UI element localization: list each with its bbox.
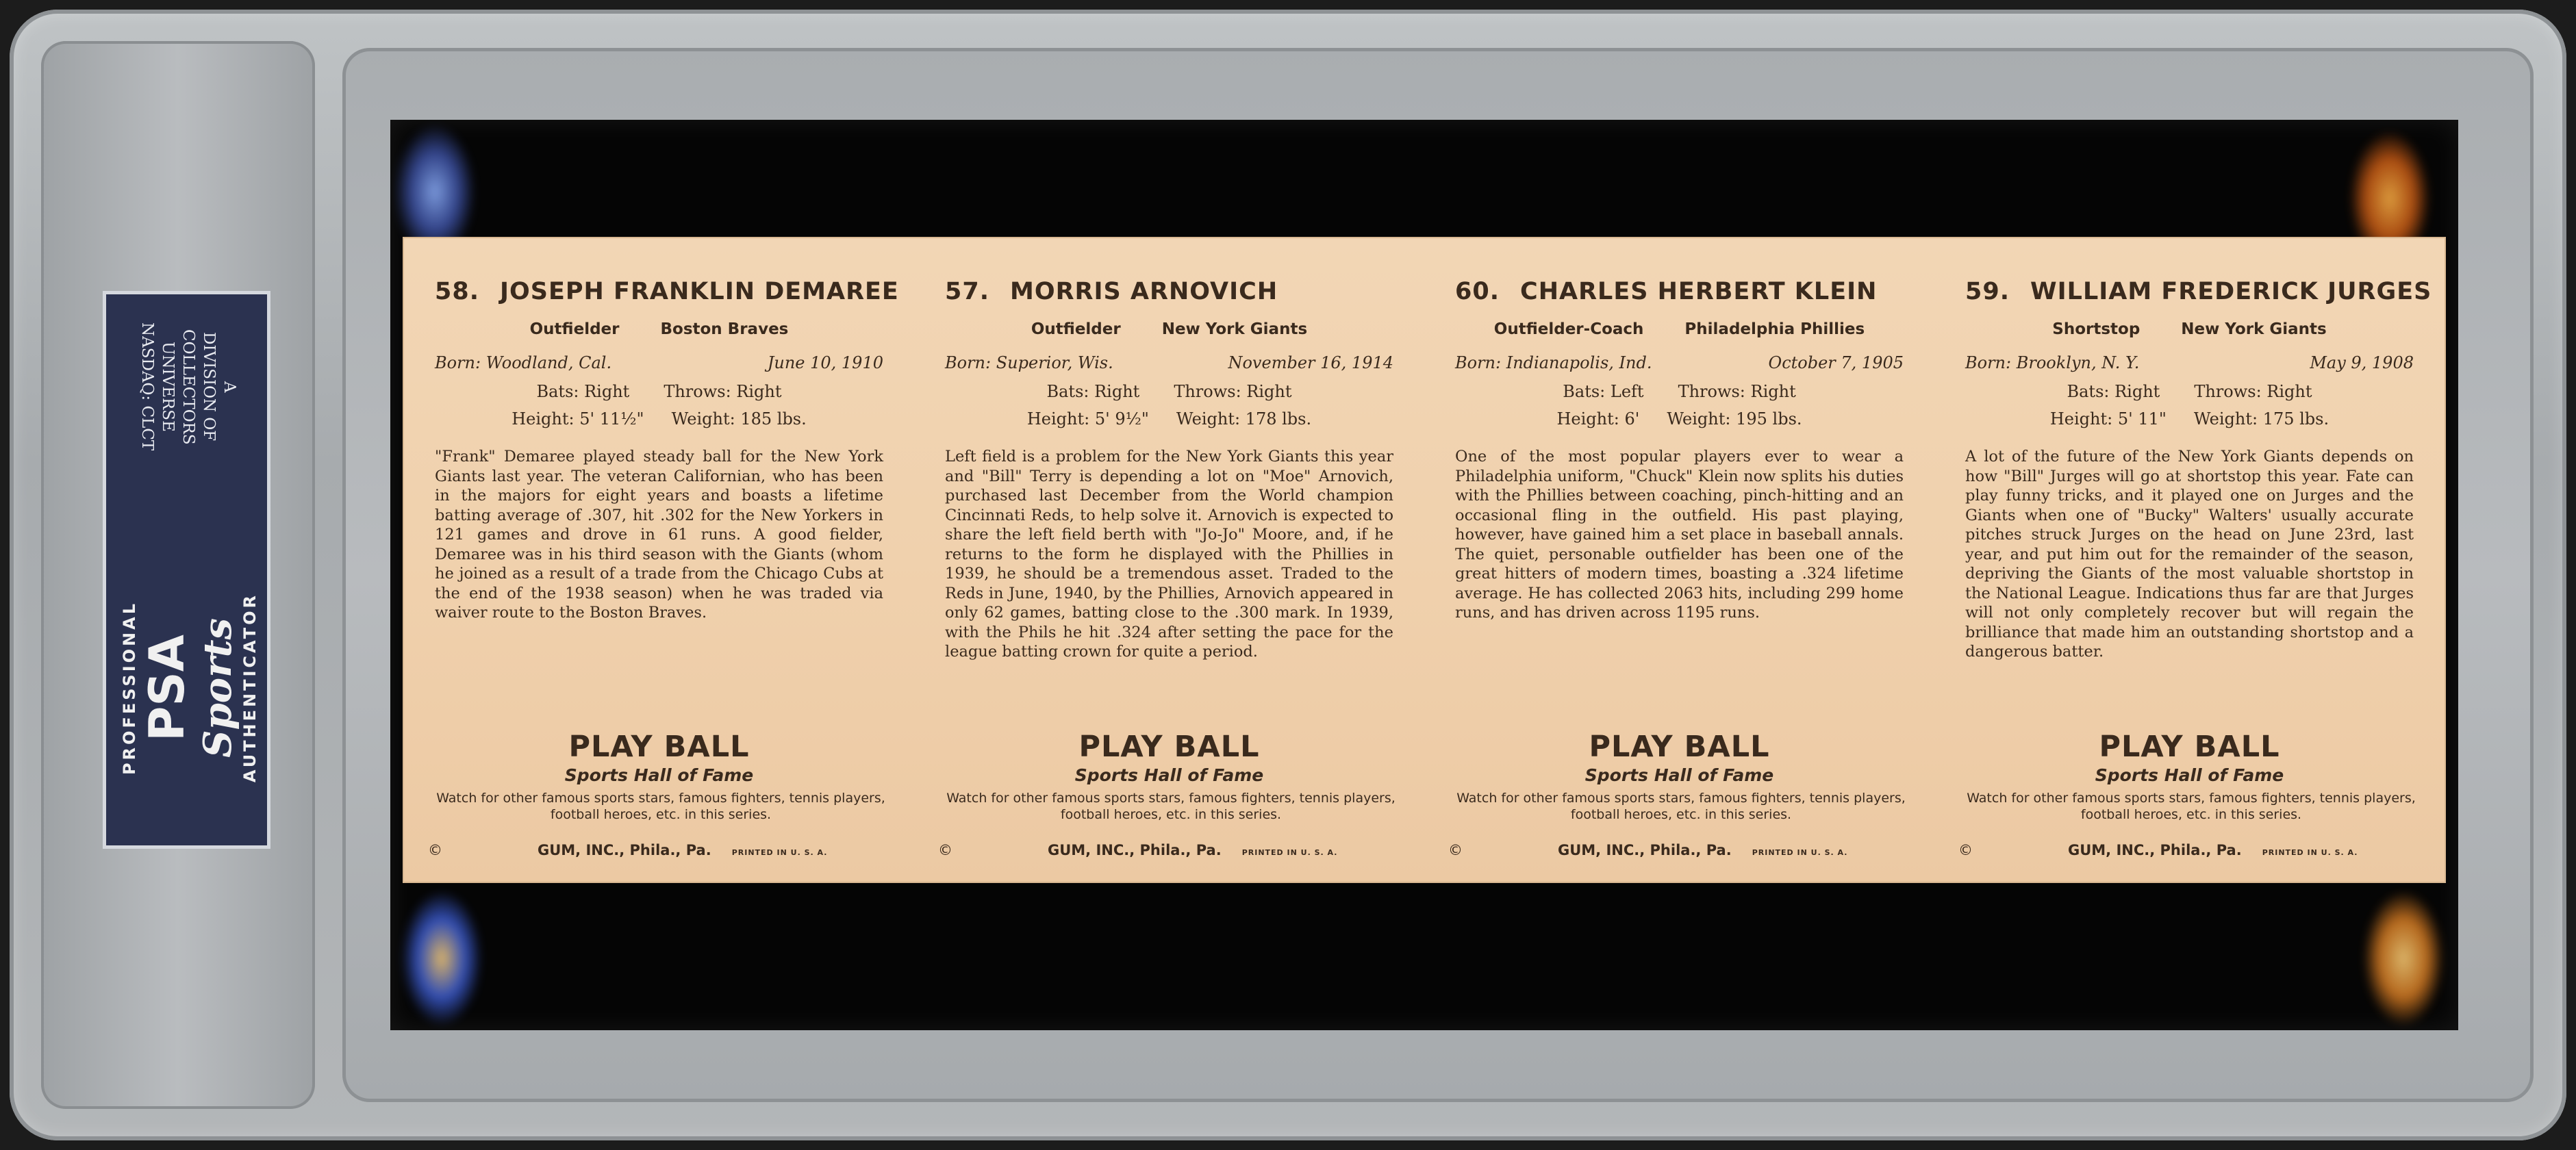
bats-text: Bats: Right <box>536 382 630 401</box>
series-note: Watch for other famous sports stars, famous fighters, tennis players, football heroes, etc. in this series. <box>1456 791 1906 822</box>
player-bio: Left field is a problem for the New York Giants this year and "Bill" Terry is depending a lot on "Moe" Arnovich, purchased last December from the World champion Cincinnati Reds, to help solve it. Arnovich is expected to share the left field berth with "Jo-Jo" Moore, and, if he returns to the form he displayed with the Phillies in 1939, he should be a tremendous asset. Traded to the Reds in June, 1940, by the Phillies, Arnovich appeared in only 62 games, batting close to the .300 mark. In 1939, with the Phils he hit .324 after setting the pace for the league batting crown for quite a period. <box>945 448 1393 661</box>
height-text: Height: 5' 9½" <box>1026 409 1149 429</box>
card-panel-jurges <box>1934 238 2445 882</box>
position-team-line <box>914 320 1424 338</box>
printed-in-text: PRINTED IN U. S. A. <box>2262 848 2358 857</box>
play-ball-title: PLAY BALL <box>2099 730 2280 764</box>
publisher-text: GUM, INC., Phila., Pa. <box>1558 842 1732 858</box>
panel-header <box>1455 278 1907 305</box>
psa-logo <box>120 541 260 835</box>
printed-in-text: PRINTED IN U. S. A. <box>1752 848 1848 857</box>
publisher-text: GUM, INC., Phila., Pa. <box>538 842 711 858</box>
weight-text: Weight: 178 lbs. <box>1176 409 1312 429</box>
bats-throws-line <box>1424 382 1934 401</box>
division-text: A DIVISION OF COLLECTORS UNIVERSE NASDAQ: CLCT <box>138 322 238 451</box>
born-date: October 7, 1905 <box>1768 353 1904 372</box>
play-ball-title: PLAY BALL <box>1589 730 1770 764</box>
glare-bottom-right <box>2362 890 2445 1027</box>
born-date: June 10, 1910 <box>767 353 883 372</box>
hall-of-fame-subtitle: Sports Hall of Fame <box>2095 765 2284 785</box>
weight-text: Weight: 195 lbs. <box>1667 409 1802 429</box>
bats-throws-line <box>404 382 914 401</box>
hall-of-fame-subtitle: Sports Hall of Fame <box>564 765 754 785</box>
height-weight-line <box>404 409 914 429</box>
born-place: Born: Brooklyn, N. Y. <box>1965 353 2140 372</box>
player-team: Boston Braves <box>660 320 789 338</box>
card-panel-arnovich <box>914 238 1424 882</box>
series-note: Watch for other famous sports stars, famous fighters, tennis players, football heroes, etc. in this series. <box>436 791 885 822</box>
position-team-line <box>404 320 914 338</box>
height-text: Height: 5' 11½" <box>512 409 644 429</box>
player-team: New York Giants <box>1161 320 1308 338</box>
authenticator-text: AUTHENTICATOR <box>240 593 260 783</box>
card-footer <box>938 842 1404 858</box>
position-team-line <box>1424 320 1934 338</box>
card-number: 60. <box>1455 278 1500 305</box>
psa-letters: PSA <box>139 635 195 741</box>
glare-bottom-left <box>401 890 483 1027</box>
player-name: JOSEPH FRANKLIN DEMAREE <box>500 278 899 305</box>
play-ball-title: PLAY BALL <box>1078 730 1260 764</box>
printed-in-text: PRINTED IN U. S. A. <box>1241 848 1338 857</box>
card-panel-demaree <box>404 238 914 882</box>
panel-header <box>435 278 899 305</box>
psa-certification-label <box>103 291 270 849</box>
player-position: Outfielder <box>529 320 620 338</box>
bats-text: Bats: Left <box>1563 382 1644 401</box>
player-team: New York Giants <box>2181 320 2327 338</box>
baseball-card-strip <box>404 238 2445 882</box>
player-name: WILLIAM FREDERICK JURGES <box>2030 278 2432 305</box>
player-bio: A lot of the future of the New York Giants depends on how "Bill" Jurges will go at shortstop this year. Fate can play funny tricks, and it played one on Jurges and the Giants when one of "Bucky" Walters' usually accurate pitches struck Jurges on the head on June 23rd, last year, and put him out for the remainder of the season, depriving the Giants of the most valuable shortstop in the National League. Indications thus far are that Jurges will not only completely recover but will regain the brilliance that made him an outstanding shortstop and a dangerous batter. <box>1965 448 2414 661</box>
throws-text: Throws: Right <box>664 382 782 401</box>
weight-text: Weight: 175 lbs. <box>2193 409 2329 429</box>
card-number: 59. <box>1965 278 2010 305</box>
copyright-symbol: © <box>428 842 442 858</box>
printed-in-text: PRINTED IN U. S. A. <box>731 848 828 857</box>
copyright-symbol: © <box>1448 842 1463 858</box>
series-note: Watch for other famous sports stars, famous fighters, tennis players, football heroes, etc. in this series. <box>946 791 1396 822</box>
bats-text: Bats: Right <box>1046 382 1140 401</box>
card-number: 58. <box>435 278 480 305</box>
born-line <box>435 353 883 372</box>
hall-of-fame-subtitle: Sports Hall of Fame <box>1584 765 1774 785</box>
born-place: Born: Indianapolis, Ind. <box>1455 353 1652 372</box>
height-weight-line <box>1934 409 2445 429</box>
born-line <box>1455 353 1904 372</box>
bats-text: Bats: Right <box>2067 382 2160 401</box>
throws-text: Throws: Right <box>1678 382 1796 401</box>
publisher-text: GUM, INC., Phila., Pa. <box>1048 842 1222 858</box>
card-footer <box>1958 842 2424 858</box>
player-bio: One of the most popular players ever to wear a Philadelphia uniform, "Chuck" Klein now splits his duties with the Phillies between coaching, pinch-hitting and an occasional fling in the outfield. His past playing, however, have gained him a set place in baseball annals. The quiet, personable outfielder has been one of the great hitters of modern times, boasting a .324 lifetime average. He has collected 2063 hits, including 299 home runs, and has driven across 1195 runs. <box>1455 448 1904 622</box>
player-name: MORRIS ARNOVICH <box>1010 278 1278 305</box>
card-footer <box>1448 842 1914 858</box>
height-weight-line <box>914 409 1424 429</box>
sports-script: Sports <box>195 618 240 758</box>
height-text: Height: 6' <box>1556 409 1640 429</box>
player-position: Outfielder <box>1031 320 1121 338</box>
born-place: Born: Woodland, Cal. <box>435 353 612 372</box>
panel-header <box>945 278 1397 305</box>
height-text: Height: 5' 11" <box>2049 409 2167 429</box>
throws-text: Throws: Right <box>2194 382 2312 401</box>
bats-throws-line <box>914 382 1424 401</box>
born-line <box>1965 353 2414 372</box>
copyright-symbol: © <box>1958 842 1973 858</box>
player-team: Philadelphia Phillies <box>1684 320 1865 338</box>
player-position: Outfielder-Coach <box>1493 320 1644 338</box>
born-date: May 9, 1908 <box>2310 353 2414 372</box>
bats-throws-line <box>1934 382 2445 401</box>
weight-text: Weight: 185 lbs. <box>671 409 807 429</box>
card-footer <box>428 842 894 858</box>
hall-of-fame-subtitle: Sports Hall of Fame <box>1074 765 1264 785</box>
panel-header <box>1965 278 2432 305</box>
throws-text: Throws: Right <box>1174 382 1292 401</box>
professional-text: PROFESSIONAL <box>120 600 139 776</box>
born-line <box>945 353 1393 372</box>
born-place: Born: Superior, Wis. <box>945 353 1113 372</box>
card-panel-klein <box>1424 238 1934 882</box>
copyright-symbol: © <box>938 842 952 858</box>
series-note: Watch for other famous sports stars, famous fighters, tennis players, football heroes, etc. in this series. <box>1967 791 2416 822</box>
position-team-line <box>1934 320 2445 338</box>
born-date: November 16, 1914 <box>1228 353 1393 372</box>
player-bio: "Frank" Demaree played steady ball for the New York Giants last year. The veteran Californian, who has been in the majors for eight years and boasts a lifetime batting average of .307, hit .302 for the New Yorkers in 121 games and drove in 61 runs. A good fielder, Demaree was in his third season with the Giants (whom he joined as a result of a trade from the Chicago Cubs at the end of the 1938 season) when he was traded via waiver route to the Boston Braves. <box>435 448 883 622</box>
publisher-text: GUM, INC., Phila., Pa. <box>2068 842 2242 858</box>
height-weight-line <box>1424 409 1934 429</box>
play-ball-title: PLAY BALL <box>568 730 750 764</box>
card-number: 57. <box>945 278 990 305</box>
player-position: Shortstop <box>2052 320 2141 338</box>
division-text-block <box>134 308 243 465</box>
player-name: CHARLES HERBERT KLEIN <box>1520 278 1878 305</box>
